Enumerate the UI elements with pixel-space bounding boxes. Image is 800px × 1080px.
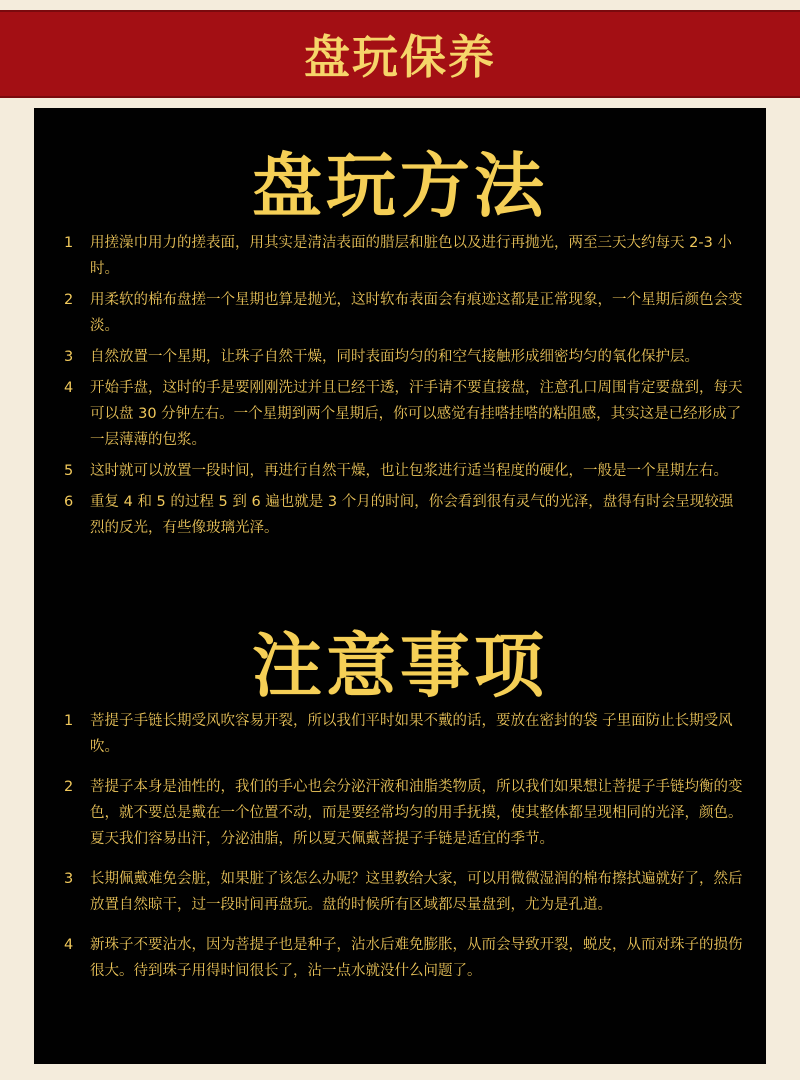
methods-item (64, 287, 744, 339)
item-text: 这时就可以放置一段时间，再进行自然干燥，也让包浆进行适当程度的硬化，一般是一个星期左右。 (90, 463, 728, 479)
item-number: 2 (64, 292, 74, 308)
item-text: 自然放置一个星期，让珠子自然干燥，同时表面均匀的和空气接触形成细密均匀的氧化保护层。 (90, 349, 699, 365)
item-number: 6 (64, 494, 74, 510)
top-banner (0, 10, 800, 98)
methods-item (64, 344, 744, 370)
item-text: 重复 4 和 5 的过程 5 到 6 遍也就是 3 个月的时间，你会看到很有灵气的光泽，盘得有时会呈现较强烈的反光，有些像玻璃光泽。 (90, 494, 734, 536)
item-number: 1 (64, 713, 74, 729)
notes-list (64, 708, 744, 998)
notes-item (64, 866, 744, 918)
content-panel (34, 108, 766, 1064)
item-number: 3 (64, 349, 74, 365)
item-number: 2 (64, 779, 74, 795)
methods-item (64, 230, 744, 282)
methods-item (64, 375, 744, 453)
methods-list (64, 230, 744, 546)
methods-title: 盘玩方法 (252, 145, 548, 227)
banner-title: 盘玩保养 (304, 30, 496, 84)
item-text: 开始手盘，这时的手是要刚刚洗过并且已经干透，汗手请不要直接盘，注意孔口周围肯定要盘到，每天可以盘 30 分钟左右。一个星期到两个星期后，你可以感觉有挂嗒挂嗒的粘阻感，其实这是已经形成了一层薄薄的包浆。 (90, 380, 743, 448)
item-number: 5 (64, 463, 74, 479)
item-number: 1 (64, 235, 74, 251)
methods-item (64, 489, 744, 541)
notes-item (64, 932, 744, 984)
item-number: 4 (64, 937, 74, 953)
item-number: 3 (64, 871, 74, 887)
item-number: 4 (64, 380, 74, 396)
notes-item (64, 774, 744, 852)
item-text: 用柔软的棉布盘搓一个星期也算是抛光，这时软布表面会有痕迹这都是正常现象，一个星期后颜色会变淡。 (90, 292, 743, 334)
item-text: 菩提子手链长期受风吹容易开裂，所以我们平时如果不戴的话，要放在密封的袋 子里面防止长期受风吹。 (90, 713, 733, 755)
notes-title: 注意事项 (252, 625, 548, 707)
item-text: 用搓澡巾用力的搓表面，用其实是清洁表面的腊层和脏色以及进行再抛光，两至三天大约每天 2-3 小时。 (90, 235, 732, 277)
item-text: 长期佩戴难免会脏，如果脏了该怎么办呢？这里教给大家，可以用微微湿润的棉布擦拭遍就好了，然后放置自然晾干，过一段时间再盘玩。盘的时候所有区域都尽量盘到，尤为是孔道。 (90, 871, 743, 913)
item-text: 新珠子不要沾水，因为菩提子也是种子，沾水后难免膨胀，从而会导致开裂，蜕皮，从而对珠子的损伤很大。待到珠子用得时间很长了，沾一点水就没什么问题了。 (90, 937, 743, 979)
methods-item (64, 458, 744, 484)
item-text: 菩提子本身是油性的，我们的手心也会分泌汗液和油脂类物质，所以我们如果想让菩提子手链均衡的变色，就不要总是戴在一个位置不动，而是要经常均匀的用手抚摸，使其整体都呈现相同的光泽，颜色。夏天我们容易出汗，分泌油脂，所以夏天佩戴菩提子手链是适宜的季节。 (90, 779, 743, 847)
notes-item (64, 708, 744, 760)
